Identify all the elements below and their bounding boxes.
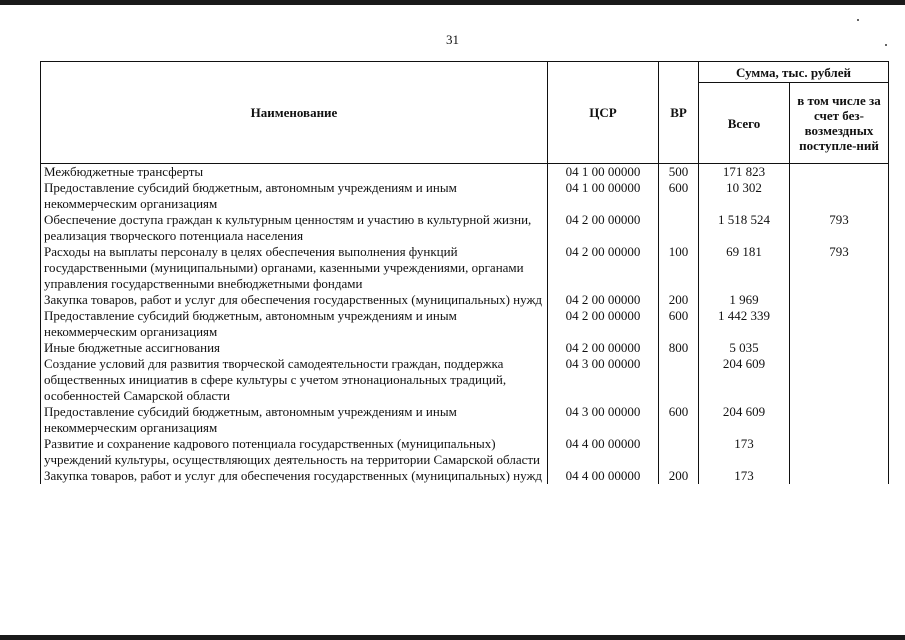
row-including-cell: [790, 164, 889, 181]
row-total-cell: 171 823: [699, 164, 790, 181]
row-csr-cell: 04 4 00 00000: [548, 468, 659, 484]
scan-speck: [857, 19, 859, 21]
row-vr-cell: 200: [659, 468, 699, 484]
row-including-cell: 793: [790, 244, 889, 292]
row-total-cell: 173: [699, 436, 790, 468]
row-vr-cell: 600: [659, 404, 699, 436]
row-including-cell: [790, 404, 889, 436]
row-total-cell: 173: [699, 468, 790, 484]
row-including-cell: [790, 308, 889, 340]
row-total-cell: 69 181: [699, 244, 790, 292]
row-including-cell: [790, 356, 889, 404]
header-vr: ВР: [659, 62, 699, 164]
row-vr-cell: 100: [659, 244, 699, 292]
scan-bottom-edge: [0, 635, 905, 640]
table-row: [41, 308, 889, 340]
table-row: [41, 468, 889, 484]
header-total: Всего: [699, 83, 790, 164]
row-name-cell: Расходы на выплаты персоналу в целях обеспечения выполнения функций государственными (муниципальными) органами, казенными учреждениями, органами управления государственными внебюджетными фондами: [41, 244, 548, 292]
row-csr-cell: 04 2 00 00000: [548, 244, 659, 292]
header-including: в том числе за счет без-возмездных поступле-ний: [790, 83, 889, 164]
row-total-cell: 10 302: [699, 180, 790, 212]
table-row: [41, 244, 889, 292]
row-total-cell: 204 609: [699, 356, 790, 404]
row-csr-cell: 04 2 00 00000: [548, 212, 659, 244]
row-including-cell: [790, 340, 889, 356]
row-vr-cell: 600: [659, 180, 699, 212]
row-including-cell: [790, 292, 889, 308]
header-csr: ЦСР: [548, 62, 659, 164]
row-total-cell: 1 969: [699, 292, 790, 308]
row-name-cell: Предоставление субсидий бюджетным, автономным учреждениям и иным некоммерческим организациям: [41, 180, 548, 212]
row-vr-cell: 500: [659, 164, 699, 181]
table-row: [41, 180, 889, 212]
row-name-cell: Закупка товаров, работ и услуг для обеспечения государственных (муниципальных) нужд: [41, 468, 548, 484]
header-name: Наименование: [41, 62, 548, 164]
row-including-cell: [790, 436, 889, 468]
row-name-cell: Развитие и сохранение кадрового потенциала государственных (муниципальных) учреждений культуры, осуществляющих деятельность на территории Самарской области: [41, 436, 548, 468]
row-including-cell: [790, 180, 889, 212]
table-row: [41, 436, 889, 468]
row-name-cell: Создание условий для развития творческой самодеятельности граждан, поддержка общественных инициатив в сфере культуры с учетом этнонациональных традиций, особенностей Самарской области: [41, 356, 548, 404]
table-row: [41, 404, 889, 436]
row-name-cell: Иные бюджетные ассигнования: [41, 340, 548, 356]
table-row: [41, 164, 889, 181]
row-including-cell: [790, 468, 889, 484]
row-vr-cell: [659, 436, 699, 468]
page-number: 31: [446, 32, 459, 47]
table-body: [41, 164, 889, 485]
row-total-cell: 204 609: [699, 404, 790, 436]
row-vr-cell: [659, 212, 699, 244]
row-csr-cell: 04 2 00 00000: [548, 308, 659, 340]
table-row: [41, 340, 889, 356]
row-vr-cell: [659, 356, 699, 404]
budget-table: [40, 61, 889, 484]
row-total-cell: 1 442 339: [699, 308, 790, 340]
row-vr-cell: 800: [659, 340, 699, 356]
row-name-cell: Предоставление субсидий бюджетным, автономным учреждениям и иным некоммерческим организациям: [41, 308, 548, 340]
row-name-cell: Межбюджетные трансферты: [41, 164, 548, 181]
row-csr-cell: 04 2 00 00000: [548, 340, 659, 356]
scan-top-edge: [0, 0, 905, 5]
row-name-cell: Предоставление субсидий бюджетным, автономным учреждениям и иным некоммерческим организациям: [41, 404, 548, 436]
row-csr-cell: 04 4 00 00000: [548, 436, 659, 468]
row-including-cell: 793: [790, 212, 889, 244]
row-csr-cell: 04 1 00 00000: [548, 164, 659, 181]
row-name-cell: Закупка товаров, работ и услуг для обеспечения государственных (муниципальных) нужд: [41, 292, 548, 308]
header-sum-group: Сумма, тыс. рублей: [699, 62, 889, 83]
table-row: [41, 212, 889, 244]
table-row: [41, 292, 889, 308]
row-total-cell: 5 035: [699, 340, 790, 356]
budget-table-container: [40, 61, 888, 581]
row-total-cell: 1 518 524: [699, 212, 790, 244]
row-vr-cell: 600: [659, 308, 699, 340]
row-csr-cell: 04 1 00 00000: [548, 180, 659, 212]
row-csr-cell: 04 2 00 00000: [548, 292, 659, 308]
row-vr-cell: 200: [659, 292, 699, 308]
row-name-cell: Обеспечение доступа граждан к культурным ценностям и участию в культурной жизни, реализация творческого потенциала населения: [41, 212, 548, 244]
table-row: [41, 356, 889, 404]
row-csr-cell: 04 3 00 00000: [548, 404, 659, 436]
row-csr-cell: 04 3 00 00000: [548, 356, 659, 404]
